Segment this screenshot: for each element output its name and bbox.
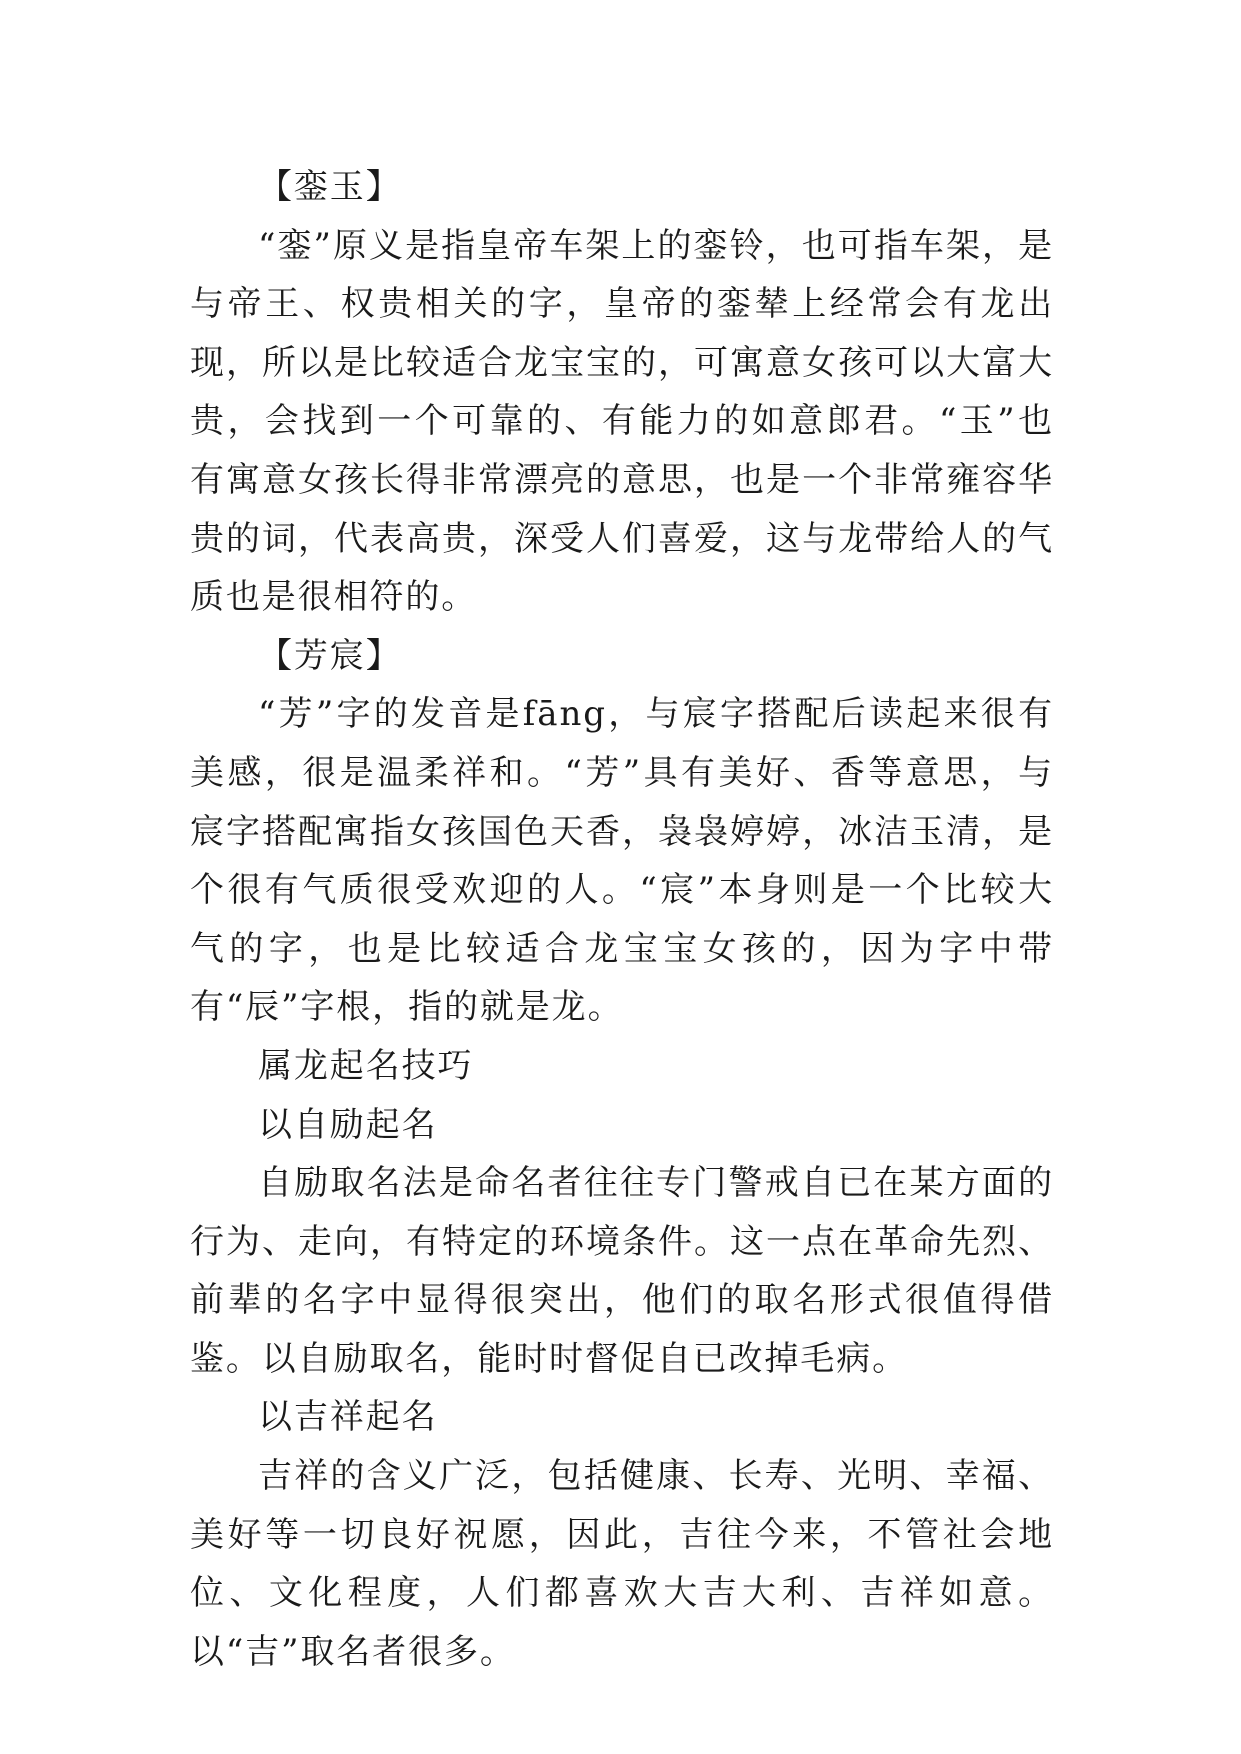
tip-body-self-motivation: 自励取名法是命名者往往专门警戒自已在某方面的行为、走向，有特定的环境条件。这一点在革命先烈、前辈的名字中显得很突出，他们的取名形式很值得借鉴。以自励取名，能时时督促自已改掉毛病。 xyxy=(190,1163,1054,1379)
tips-title: 属龙起名技巧 xyxy=(258,1045,474,1086)
section-heading-fangchen: 【芳宸】 xyxy=(258,635,402,676)
tip-heading-self-motivation: 以自励起名 xyxy=(258,1104,438,1145)
tip-heading-auspicious: 以吉祥起名 xyxy=(258,1397,438,1438)
section-heading-luanyu: 【銮玉】 xyxy=(258,167,402,207)
document-body xyxy=(190,158,1054,1681)
tip-body-auspicious: 吉祥的含义广泛，包括健康、长寿、光明、幸福、美好等一切良好祝愿，因此，吉往今来，不管社会地位、文化程度，人们都喜欢大吉大利、吉祥如意。以“吉”取名者很多。 xyxy=(190,1456,1054,1672)
section-body-luanyu: “銮”原义是指皇帝车架上的銮铃，也可指车架，是与帝王、权贵相关的字，皇帝的銮辇上经常会有龙出现，所以是比较适合龙宝宝的，可寓意女孩可以大富大贵，会找到一个可靠的、有能力的如意郎君。“玉”也有寓意女孩长得非常漂亮的意思，也是一个非常雍容华贵的词，代表高贵，深受人们喜爱，这与龙带给人的气质也是很相符的。 xyxy=(190,225,1054,618)
section-body-fangchen: “芳”字的发音是fāng，与宸字搭配后读起来很有美感，很是温柔祥和。“芳”具有美好、香等意思，与宸字搭配寓指女孩国色天香，袅袅婷婷，冰洁玉清，是个很有气质很受欢迎的人。“宸”本身则是一个比较大气的字，也是比较适合龙宝宝女孩的，因为字中带有“辰”字根，指的就是龙。 xyxy=(190,694,1054,1028)
